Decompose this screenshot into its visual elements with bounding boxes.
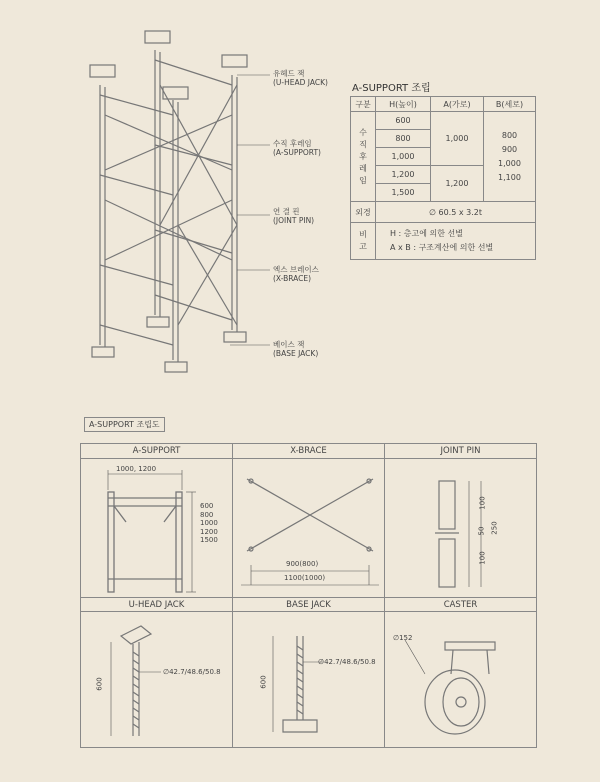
basejack-drawing (233, 612, 384, 746)
depth-values (484, 112, 536, 202)
height-value: 1,000 (376, 148, 431, 166)
callout-ko: 유헤드 잭 (273, 69, 305, 78)
uhead-dia: ∅42.7/48.6/50.8 (163, 668, 221, 676)
basejack-height: 600 (259, 675, 268, 689)
spec-header: B(세로) (484, 97, 536, 112)
spec-header: 구분 (351, 97, 376, 112)
callout-en: (JOINT PIN) (273, 216, 315, 225)
outer-value: ∅ 60.5 x 3.2t (376, 202, 536, 223)
depth-value: 1,000 (498, 158, 521, 168)
height-value: 600 (376, 112, 431, 130)
assembly-title: A-SUPPORT 조립도 (84, 417, 165, 432)
asupport-heights: 600 800 1000 1200 1500 (200, 502, 218, 544)
cell-header: CASTER (443, 600, 478, 610)
note-label: 비 고 (351, 223, 376, 260)
callout-en: (BASE JACK) (273, 349, 319, 358)
callout-basejack (273, 340, 318, 358)
height-value: 1,200 (376, 166, 431, 184)
callout-ko: 베이스 잭 (273, 340, 305, 349)
height-value: 1,500 (376, 184, 431, 202)
callout-en: (U-HEAD JACK) (273, 78, 328, 87)
cell-header: U-HEAD JACK (128, 600, 185, 610)
cell-header: BASE JACK (286, 600, 331, 610)
callout-uhead (273, 69, 328, 87)
asupport-width: 1000, 1200 (116, 465, 157, 473)
callout-en: (X-BRACE) (273, 274, 312, 283)
jointpin-dim: 100 (478, 496, 487, 510)
grid-divider (81, 597, 536, 598)
jointpin-dim: 250 (490, 521, 499, 535)
callout-ko: 수직 후레임 (273, 139, 312, 148)
cell-header: A-SUPPORT (132, 446, 181, 456)
uhead-height: 600 (95, 677, 104, 691)
xbrace-inner: 900(800) (286, 560, 319, 568)
outer-label: 외경 (351, 202, 376, 223)
cell-header: JOINT PIN (440, 446, 481, 456)
spec-table (350, 96, 536, 260)
caster-drawing (385, 612, 536, 746)
scaffold-iso-drawing (80, 25, 290, 395)
callout-ko: 연 결 핀 (273, 207, 300, 216)
spec-header: A(가로) (431, 97, 484, 112)
jointpin-drawing (385, 459, 536, 597)
jointpin-dim: 50 (477, 526, 486, 536)
cell-header: X-BRACE (290, 446, 327, 456)
spec-title: A-SUPPORT 조립 (352, 83, 431, 94)
note-line: H : 층고에 의한 선별 (390, 229, 463, 238)
row-group-label: 수 직 후 레 임 (351, 112, 376, 202)
callout-ko: 엑스 브레이스 (273, 265, 319, 274)
spec-header: H(높이) (376, 97, 431, 112)
depth-value: 1,100 (498, 172, 521, 182)
xbrace-outer: 1100(1000) (284, 574, 326, 582)
callout-asupport (273, 139, 321, 157)
jointpin-dim: 100 (478, 551, 487, 565)
asupport-drawing (96, 464, 206, 594)
height-value: 800 (376, 130, 431, 148)
notes (376, 223, 536, 260)
assembly-grid (80, 443, 537, 748)
basejack-dia: ∅42.7/48.6/50.8 (318, 658, 376, 666)
width-value: 1,000 (431, 112, 484, 166)
callout-xbrace (273, 265, 319, 283)
note-line: A x B : 구조계산에 의한 선별 (390, 243, 494, 252)
depth-value: 800 (501, 130, 518, 140)
width-value: 1,200 (431, 166, 484, 202)
callout-en: (A-SUPPORT) (273, 148, 321, 157)
depth-value: 900 (501, 144, 518, 154)
callout-jointpin (273, 207, 314, 225)
caster-dia: ∅152 (393, 634, 413, 642)
